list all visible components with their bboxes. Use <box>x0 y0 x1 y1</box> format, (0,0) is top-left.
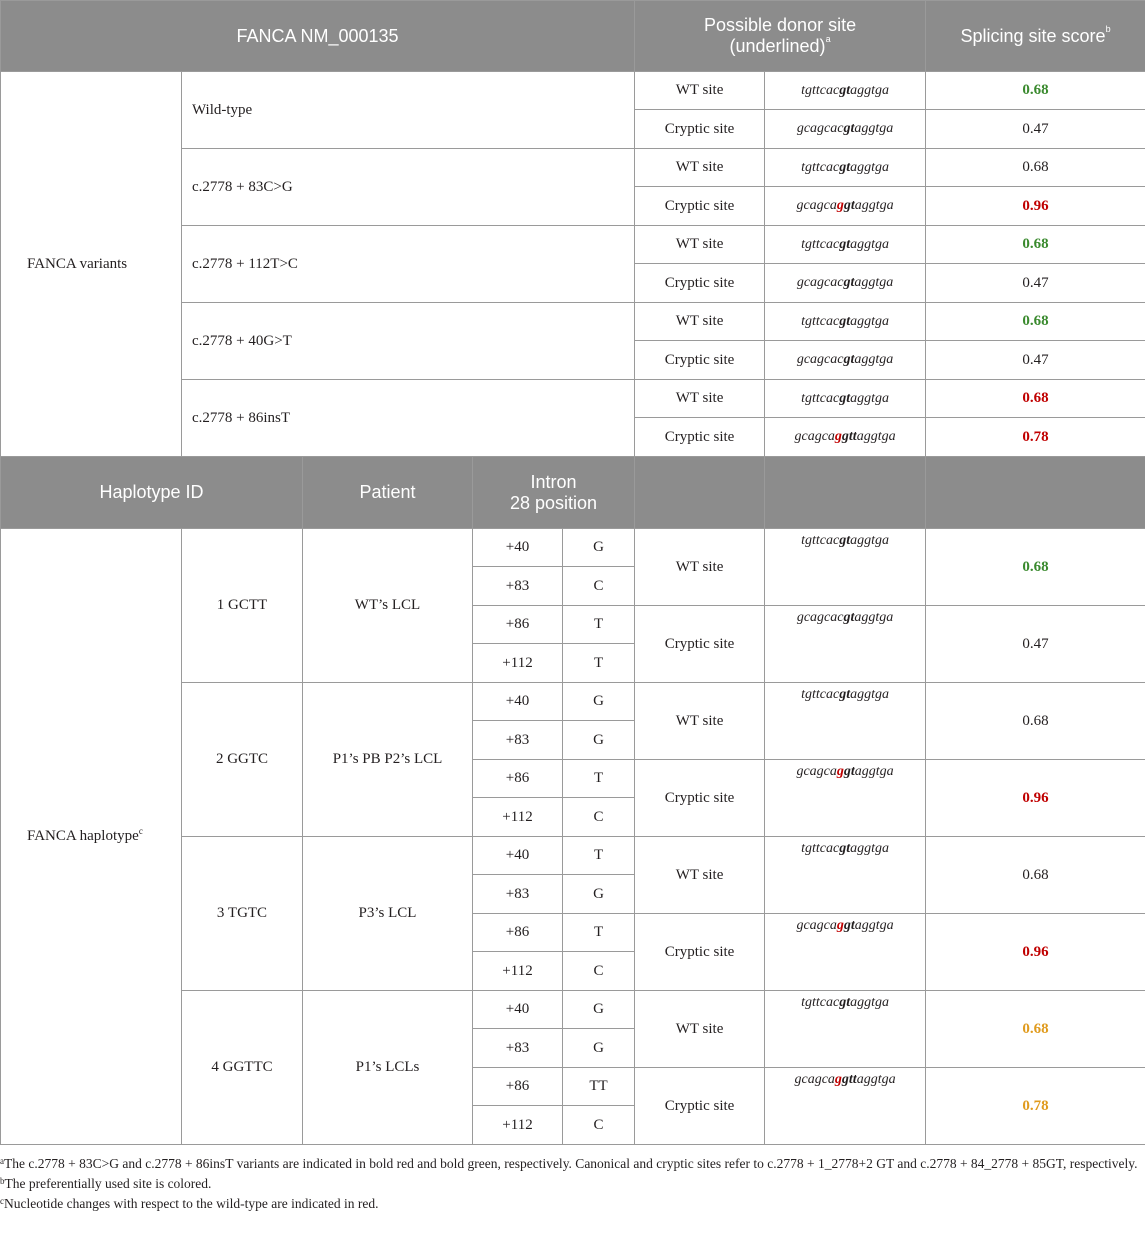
haplotype-id: 3 TGTC <box>182 837 303 991</box>
sequence: gcagcaggtaggtga <box>765 187 926 226</box>
sequence: tgttcacgtaggtga <box>765 380 926 418</box>
site-type: Cryptic site <box>635 110 765 149</box>
nucleotide: G <box>563 875 635 914</box>
nucleotide: T <box>563 644 635 683</box>
score-value: 0.68 <box>926 991 1145 1068</box>
intron-position: +40 <box>473 991 563 1029</box>
sequence: tgttcacgtaggtga <box>765 991 926 1068</box>
score-value: 0.96 <box>926 914 1145 991</box>
intron-position: +40 <box>473 529 563 567</box>
score-value: 0.47 <box>926 264 1145 303</box>
score-value: 0.78 <box>926 418 1145 457</box>
haplotype-id: 4 GGTTC <box>182 991 303 1145</box>
intron-position: +112 <box>473 1106 563 1145</box>
patient-header: Patient <box>303 457 473 529</box>
nucleotide: T <box>563 606 635 644</box>
intron-position: +112 <box>473 644 563 683</box>
variant-name: c.2778 + 83C>G <box>182 149 635 226</box>
score-value: 0.68 <box>926 837 1145 914</box>
sequence: gcagcaggtaggtga <box>765 760 926 837</box>
site-type: WT site <box>635 380 765 418</box>
site-type: WT site <box>635 226 765 264</box>
site-type: WT site <box>635 991 765 1068</box>
score-value: 0.68 <box>926 683 1145 760</box>
table-row <box>1 72 1145 110</box>
intron-position: +83 <box>473 567 563 606</box>
variants-label: FANCA variants <box>1 72 182 457</box>
intron-position: +83 <box>473 721 563 760</box>
site-type: Cryptic site <box>635 760 765 837</box>
site-type: WT site <box>635 149 765 187</box>
nucleotide: T <box>563 914 635 952</box>
haplotype-id-header: Haplotype ID <box>1 457 303 529</box>
score-value: 0.47 <box>926 341 1145 380</box>
site-type: Cryptic site <box>635 606 765 683</box>
sequence: tgttcacgtaggtga <box>765 303 926 341</box>
patient-cell: P1’s PB P2’s LCL <box>303 683 473 837</box>
site-type: WT site <box>635 683 765 760</box>
sequence: tgttcacgtaggtga <box>765 837 926 914</box>
site-type: WT site <box>635 529 765 606</box>
intron-position: +83 <box>473 875 563 914</box>
nucleotide: G <box>563 683 635 721</box>
variant-name: c.2778 + 40G>T <box>182 303 635 380</box>
intron-position: +40 <box>473 837 563 875</box>
score-value: 0.68 <box>926 529 1145 606</box>
score-value: 0.68 <box>926 380 1145 418</box>
footnote-c: $^c$Nucleotide changes with respect to the wild-type are indicated in red. <box>0 1196 379 1211</box>
sequence: gcagcaggtaggtga <box>765 914 926 991</box>
sequence: tgttcacgtaggtga <box>765 72 926 110</box>
score-value: 0.96 <box>926 187 1145 226</box>
variant-name: Wild-type <box>182 72 635 149</box>
nucleotide: G <box>563 1029 635 1068</box>
intron-position: +40 <box>473 683 563 721</box>
site-type: WT site <box>635 72 765 110</box>
haplotype-header-row <box>1 457 1145 529</box>
nucleotide: G <box>563 721 635 760</box>
patient-cell: P3’s LCL <box>303 837 473 991</box>
nucleotide: TT <box>563 1068 635 1106</box>
sequence: tgttcacgtaggtga <box>765 683 926 760</box>
patient-cell: P1’s LCLs <box>303 991 473 1145</box>
sequence: gcagcacgtaggtga <box>765 606 926 683</box>
donor-site-header: Possible donor site (underlined)$^a$ <box>635 1 926 72</box>
score-value: 0.68 <box>926 226 1145 264</box>
intron-position: +83 <box>473 1029 563 1068</box>
intron-position: +86 <box>473 606 563 644</box>
nucleotide: T <box>563 760 635 798</box>
score-value: 0.47 <box>926 606 1145 683</box>
nucleotide: C <box>563 798 635 837</box>
nucleotide: G <box>563 529 635 567</box>
site-type: WT site <box>635 303 765 341</box>
score-header: Splicing site score$^b$ <box>926 1 1145 72</box>
nucleotide: C <box>563 567 635 606</box>
site-type: Cryptic site <box>635 1068 765 1145</box>
variant-name: c.2778 + 112T>C <box>182 226 635 303</box>
variant-name: c.2778 + 86insT <box>182 380 635 457</box>
score-value: 0.78 <box>926 1068 1145 1145</box>
footnote-b: $^b$The preferentially used site is colored. <box>0 1176 212 1191</box>
table-row <box>1 529 1145 567</box>
nucleotide: C <box>563 1106 635 1145</box>
gene-header: FANCA NM_000135 <box>1 1 635 72</box>
nucleotide: T <box>563 837 635 875</box>
sequence: tgttcacgtaggtga <box>765 226 926 264</box>
score-value: 0.68 <box>926 72 1145 110</box>
patient-cell: WT’s LCL <box>303 529 473 683</box>
site-type: Cryptic site <box>635 264 765 303</box>
sequence: gcagcaggttaggtga <box>765 1068 926 1145</box>
sequence: gcagcacgtaggtga <box>765 264 926 303</box>
nucleotide: G <box>563 991 635 1029</box>
sequence: gcagcaggttaggtga <box>765 418 926 457</box>
score-value: 0.68 <box>926 303 1145 341</box>
site-type: Cryptic site <box>635 914 765 991</box>
sequence: gcagcacgtaggtga <box>765 110 926 149</box>
sequence: tgttcacgtaggtga <box>765 529 926 606</box>
site-type: Cryptic site <box>635 418 765 457</box>
sequence: gcagcacgtaggtga <box>765 341 926 380</box>
footnote-a: $^a$The c.2778 + 83C>G and c.2778 + 86insT variants are indicated in bold red and bold green, respectively. Canonical and cryptic sites refer to c.2778 + 1_2778+2 GT and c.2778 + 84_2778 + 85GT, respectively. <box>0 1156 1138 1171</box>
intron-position: +112 <box>473 952 563 991</box>
site-type: Cryptic site <box>635 341 765 380</box>
intron-position: +112 <box>473 798 563 837</box>
score-value: 0.68 <box>926 149 1145 187</box>
haplotype-label: FANCA haplotype$^c$ <box>1 529 182 1145</box>
score-value: 0.47 <box>926 110 1145 149</box>
nucleotide: C <box>563 952 635 991</box>
haplotype-id: 2 GGTC <box>182 683 303 837</box>
site-type: WT site <box>635 837 765 914</box>
top-header-row <box>1 1 1145 72</box>
site-type: Cryptic site <box>635 187 765 226</box>
intron-position-header: Intron 28 position <box>473 457 635 529</box>
intron-position: +86 <box>473 914 563 952</box>
sequence: tgttcacgtaggtga <box>765 149 926 187</box>
score-value: 0.96 <box>926 760 1145 837</box>
footnotes <box>0 1154 1140 1214</box>
intron-position: +86 <box>473 1068 563 1106</box>
intron-position: +86 <box>473 760 563 798</box>
haplotype-id: 1 GCTT <box>182 529 303 683</box>
